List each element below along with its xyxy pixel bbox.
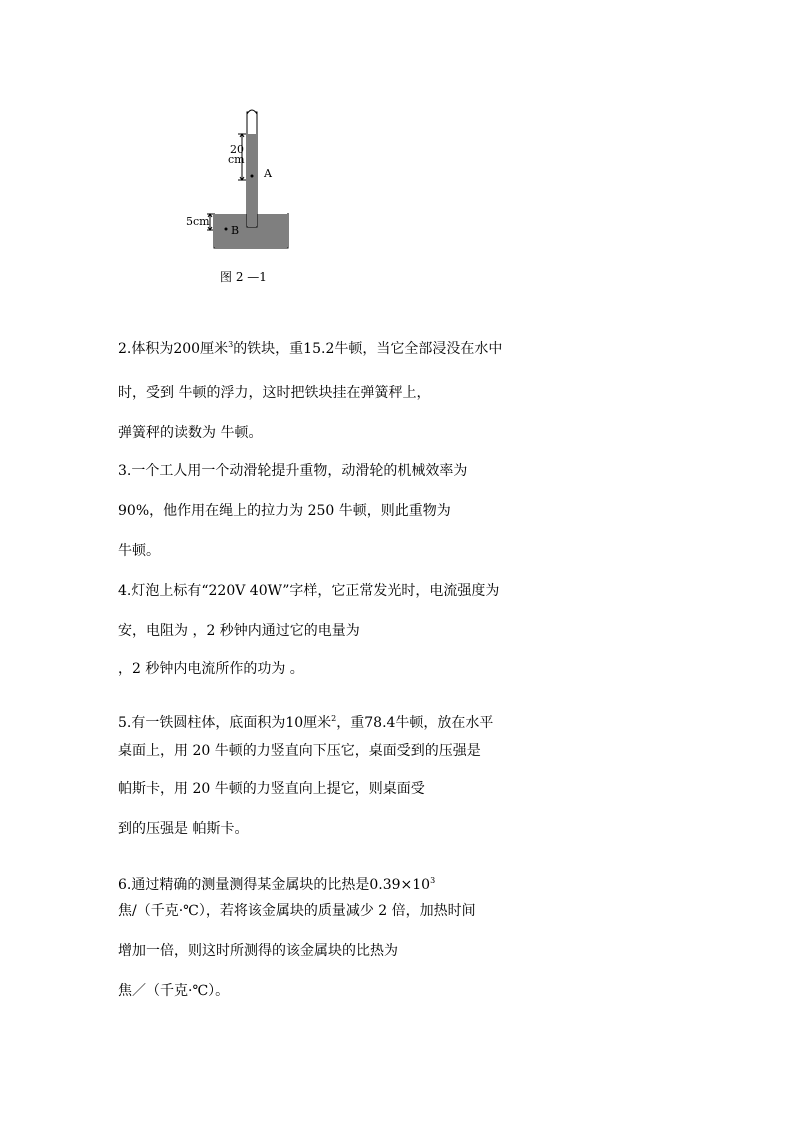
q5-line-1: 5.有一铁圆柱体，底面积为10厘米$^2$，重78.4牛顿，放在水平 <box>118 714 494 731</box>
q6-line-4: 焦／（千克·℃）。 <box>118 983 230 999</box>
label-cm: cm <box>228 153 245 166</box>
q4-line-1: 4.灯泡上标有“220V 40W”字样，它正常发光时，电流强度为 <box>118 583 500 599</box>
q2-line-2: 时，受到 牛顿的浮力，这时把铁块挂在弹簧秤上， <box>118 385 431 401</box>
q4-line-3: ，2 秒钟内电流所作的功为 。 <box>118 661 304 677</box>
tube-top <box>247 110 257 114</box>
figure-caption: 图 2 —1 <box>220 270 267 284</box>
label-b: B <box>231 224 240 237</box>
q3-line-3: 牛顿。 <box>118 543 160 559</box>
q3-line-2: 90%，他作用在绳上的拉力为 250 牛顿，则此重物为 <box>118 503 451 519</box>
tube-water <box>248 134 256 227</box>
label-5cm: 5cm <box>186 215 210 228</box>
q2-line-1: 2.体积为200厘米$^3$的铁块，重15.2牛顿，当它全部浸没在水中 <box>118 340 503 357</box>
point-a-marker <box>251 175 254 178</box>
q6-line-2: 焦/（千克·℃），若将该金属块的质量减少 2 倍，加热时间 <box>118 903 476 919</box>
q2-line-3: 弹簧秤的读数为 牛顿。 <box>118 425 263 441</box>
q4-line-2: 安，电阻为 ，2 秒钟内通过它的电量为 <box>118 623 360 639</box>
q5-line-3: 帕斯卡，用 20 牛顿的力竖直向上提它，则桌面受 <box>118 781 425 797</box>
q5-line-4: 到的压强是 帕斯卡。 <box>118 821 249 837</box>
q6-line-3: 增加一倍，则这时所测得的该金属块的比热为 <box>118 943 398 959</box>
q3-line-1: 3.一个工人用一个动滑轮提升重物，动滑轮的机械效率为 <box>118 463 468 479</box>
q6-line-1: 6.通过精确的测量测得某金属块的比热是$0.39\times 10^3$ <box>118 876 436 893</box>
q5-line-2: 桌面上，用 20 牛顿的力竖直向下压它，桌面受到的压强是 <box>118 743 481 759</box>
point-b-marker <box>225 228 228 231</box>
label-a: A <box>264 167 272 180</box>
label-20: 20 <box>230 143 244 156</box>
